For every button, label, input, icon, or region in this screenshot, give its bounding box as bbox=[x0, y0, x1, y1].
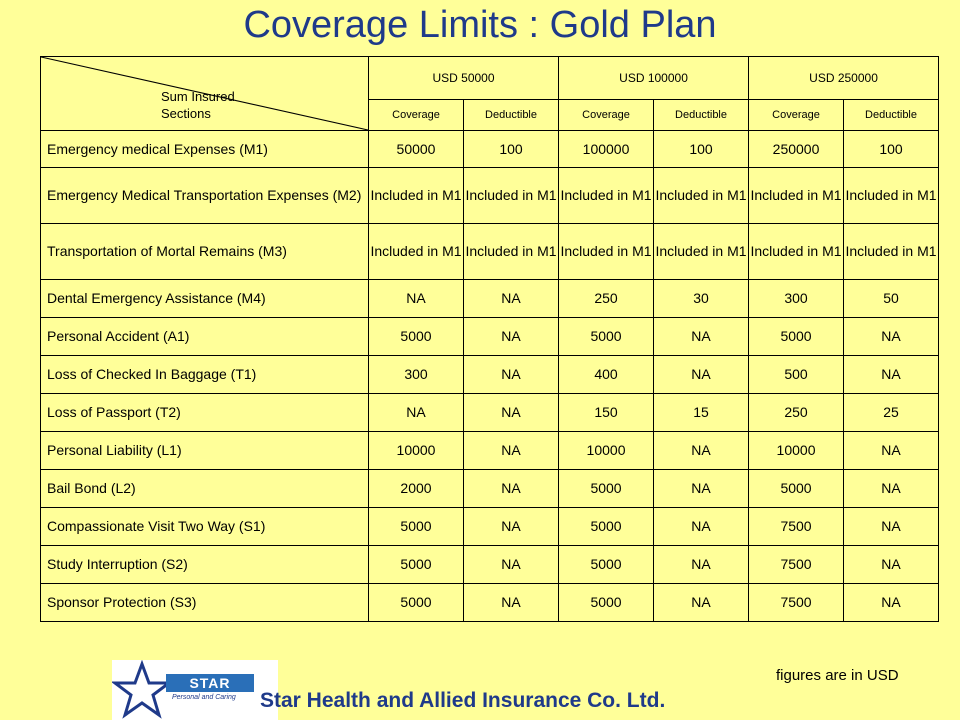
value-cell: Included in M1 bbox=[559, 224, 654, 280]
table-row bbox=[41, 224, 939, 280]
value-cell: Included in M1 bbox=[369, 224, 464, 280]
section-cell: Bail Bond (L2) bbox=[41, 470, 369, 508]
page-title: Coverage Limits : Gold Plan bbox=[243, 4, 717, 46]
value-cell: Included in M1 bbox=[844, 168, 939, 224]
logo-word: STAR bbox=[166, 674, 254, 692]
value-cell: 250 bbox=[749, 394, 844, 432]
corner-sum-insured-label: Sum Insured bbox=[161, 89, 235, 104]
section-cell: Personal Accident (A1) bbox=[41, 318, 369, 356]
company-name: Star Health and Allied Insurance Co. Ltd. bbox=[260, 689, 666, 712]
table-body bbox=[41, 131, 939, 622]
value-cell: NA bbox=[464, 508, 559, 546]
value-cell: 300 bbox=[749, 280, 844, 318]
value-cell: 5000 bbox=[369, 508, 464, 546]
sum-insured-header: USD 100000 bbox=[559, 57, 749, 100]
table-row bbox=[41, 168, 939, 224]
value-cell: Included in M1 bbox=[654, 168, 749, 224]
value-cell: NA bbox=[844, 356, 939, 394]
value-cell: NA bbox=[654, 432, 749, 470]
value-cell: NA bbox=[464, 546, 559, 584]
section-cell: Personal Liability (L1) bbox=[41, 432, 369, 470]
table-row bbox=[41, 394, 939, 432]
star-logo-icon bbox=[112, 660, 172, 720]
value-cell: 5000 bbox=[749, 318, 844, 356]
value-cell: NA bbox=[844, 470, 939, 508]
value-cell: NA bbox=[844, 546, 939, 584]
value-cell: NA bbox=[464, 432, 559, 470]
value-cell: 500 bbox=[749, 356, 844, 394]
value-cell: 5000 bbox=[559, 584, 654, 622]
value-cell: 10000 bbox=[369, 432, 464, 470]
value-cell: 30 bbox=[654, 280, 749, 318]
value-cell: 100 bbox=[844, 131, 939, 168]
value-cell: 5000 bbox=[749, 470, 844, 508]
value-cell: Included in M1 bbox=[654, 224, 749, 280]
value-cell: 50000 bbox=[369, 131, 464, 168]
value-cell: NA bbox=[654, 546, 749, 584]
value-cell: 100 bbox=[654, 131, 749, 168]
sum-insured-header-row bbox=[41, 57, 939, 100]
coverage-table bbox=[40, 56, 939, 622]
value-cell: NA bbox=[844, 318, 939, 356]
value-cell: 10000 bbox=[749, 432, 844, 470]
corner-sections-label: Sections bbox=[161, 106, 211, 121]
value-cell: NA bbox=[844, 508, 939, 546]
corner-header-cell bbox=[41, 57, 369, 131]
value-cell: 10000 bbox=[559, 432, 654, 470]
sum-insured-header: USD 250000 bbox=[749, 57, 939, 100]
value-cell: 400 bbox=[559, 356, 654, 394]
value-cell: 25 bbox=[844, 394, 939, 432]
value-cell: 250000 bbox=[749, 131, 844, 168]
value-cell: 7500 bbox=[749, 584, 844, 622]
footnote: figures are in USD bbox=[776, 667, 899, 684]
table-row bbox=[41, 584, 939, 622]
section-cell: Sponsor Protection (S3) bbox=[41, 584, 369, 622]
value-cell: NA bbox=[654, 584, 749, 622]
value-cell: NA bbox=[464, 356, 559, 394]
value-cell: NA bbox=[464, 280, 559, 318]
table-row bbox=[41, 356, 939, 394]
section-cell: Compassionate Visit Two Way (S1) bbox=[41, 508, 369, 546]
value-cell: Included in M1 bbox=[844, 224, 939, 280]
value-cell: NA bbox=[654, 508, 749, 546]
section-cell: Dental Emergency Assistance (M4) bbox=[41, 280, 369, 318]
company-logo bbox=[112, 660, 278, 720]
sub-header: Deductible bbox=[844, 100, 939, 131]
value-cell: 5000 bbox=[369, 584, 464, 622]
value-cell: NA bbox=[369, 280, 464, 318]
table-row bbox=[41, 280, 939, 318]
value-cell: 5000 bbox=[559, 470, 654, 508]
value-cell: 5000 bbox=[559, 546, 654, 584]
value-cell: 15 bbox=[654, 394, 749, 432]
table-row bbox=[41, 318, 939, 356]
value-cell: 5000 bbox=[369, 546, 464, 584]
value-cell: 5000 bbox=[369, 318, 464, 356]
section-cell: Study Interruption (S2) bbox=[41, 546, 369, 584]
value-cell: 5000 bbox=[559, 318, 654, 356]
section-cell: Transportation of Mortal Remains (M3) bbox=[41, 224, 369, 280]
value-cell: NA bbox=[654, 356, 749, 394]
table-row bbox=[41, 432, 939, 470]
value-cell: Included in M1 bbox=[749, 224, 844, 280]
table-row bbox=[41, 131, 939, 168]
value-cell: NA bbox=[844, 584, 939, 622]
value-cell: NA bbox=[844, 432, 939, 470]
value-cell: 5000 bbox=[559, 508, 654, 546]
section-cell: Loss of Passport (T2) bbox=[41, 394, 369, 432]
value-cell: Included in M1 bbox=[369, 168, 464, 224]
sub-header: Coverage bbox=[559, 100, 654, 131]
sub-header: Deductible bbox=[654, 100, 749, 131]
value-cell: NA bbox=[654, 470, 749, 508]
section-cell: Emergency Medical Transportation Expenses (M2) bbox=[41, 168, 369, 224]
logo-tagline: Personal and Caring bbox=[172, 694, 236, 701]
value-cell: NA bbox=[464, 394, 559, 432]
value-cell: Included in M1 bbox=[464, 168, 559, 224]
value-cell: Included in M1 bbox=[749, 168, 844, 224]
value-cell: 7500 bbox=[749, 546, 844, 584]
value-cell: 300 bbox=[369, 356, 464, 394]
sub-header: Deductible bbox=[464, 100, 559, 131]
value-cell: NA bbox=[464, 584, 559, 622]
table-row bbox=[41, 546, 939, 584]
section-cell: Loss of Checked In Baggage (T1) bbox=[41, 356, 369, 394]
value-cell: 2000 bbox=[369, 470, 464, 508]
value-cell: 150 bbox=[559, 394, 654, 432]
value-cell: Included in M1 bbox=[559, 168, 654, 224]
value-cell: NA bbox=[654, 318, 749, 356]
value-cell: 100000 bbox=[559, 131, 654, 168]
table-row bbox=[41, 508, 939, 546]
value-cell: NA bbox=[369, 394, 464, 432]
section-cell: Emergency medical Expenses (M1) bbox=[41, 131, 369, 168]
table-row bbox=[41, 470, 939, 508]
value-cell: 50 bbox=[844, 280, 939, 318]
value-cell: Included in M1 bbox=[464, 224, 559, 280]
value-cell: 7500 bbox=[749, 508, 844, 546]
sub-header: Coverage bbox=[749, 100, 844, 131]
sum-insured-header: USD 50000 bbox=[369, 57, 559, 100]
value-cell: NA bbox=[464, 470, 559, 508]
value-cell: 100 bbox=[464, 131, 559, 168]
value-cell: NA bbox=[464, 318, 559, 356]
value-cell: 250 bbox=[559, 280, 654, 318]
sub-header: Coverage bbox=[369, 100, 464, 131]
